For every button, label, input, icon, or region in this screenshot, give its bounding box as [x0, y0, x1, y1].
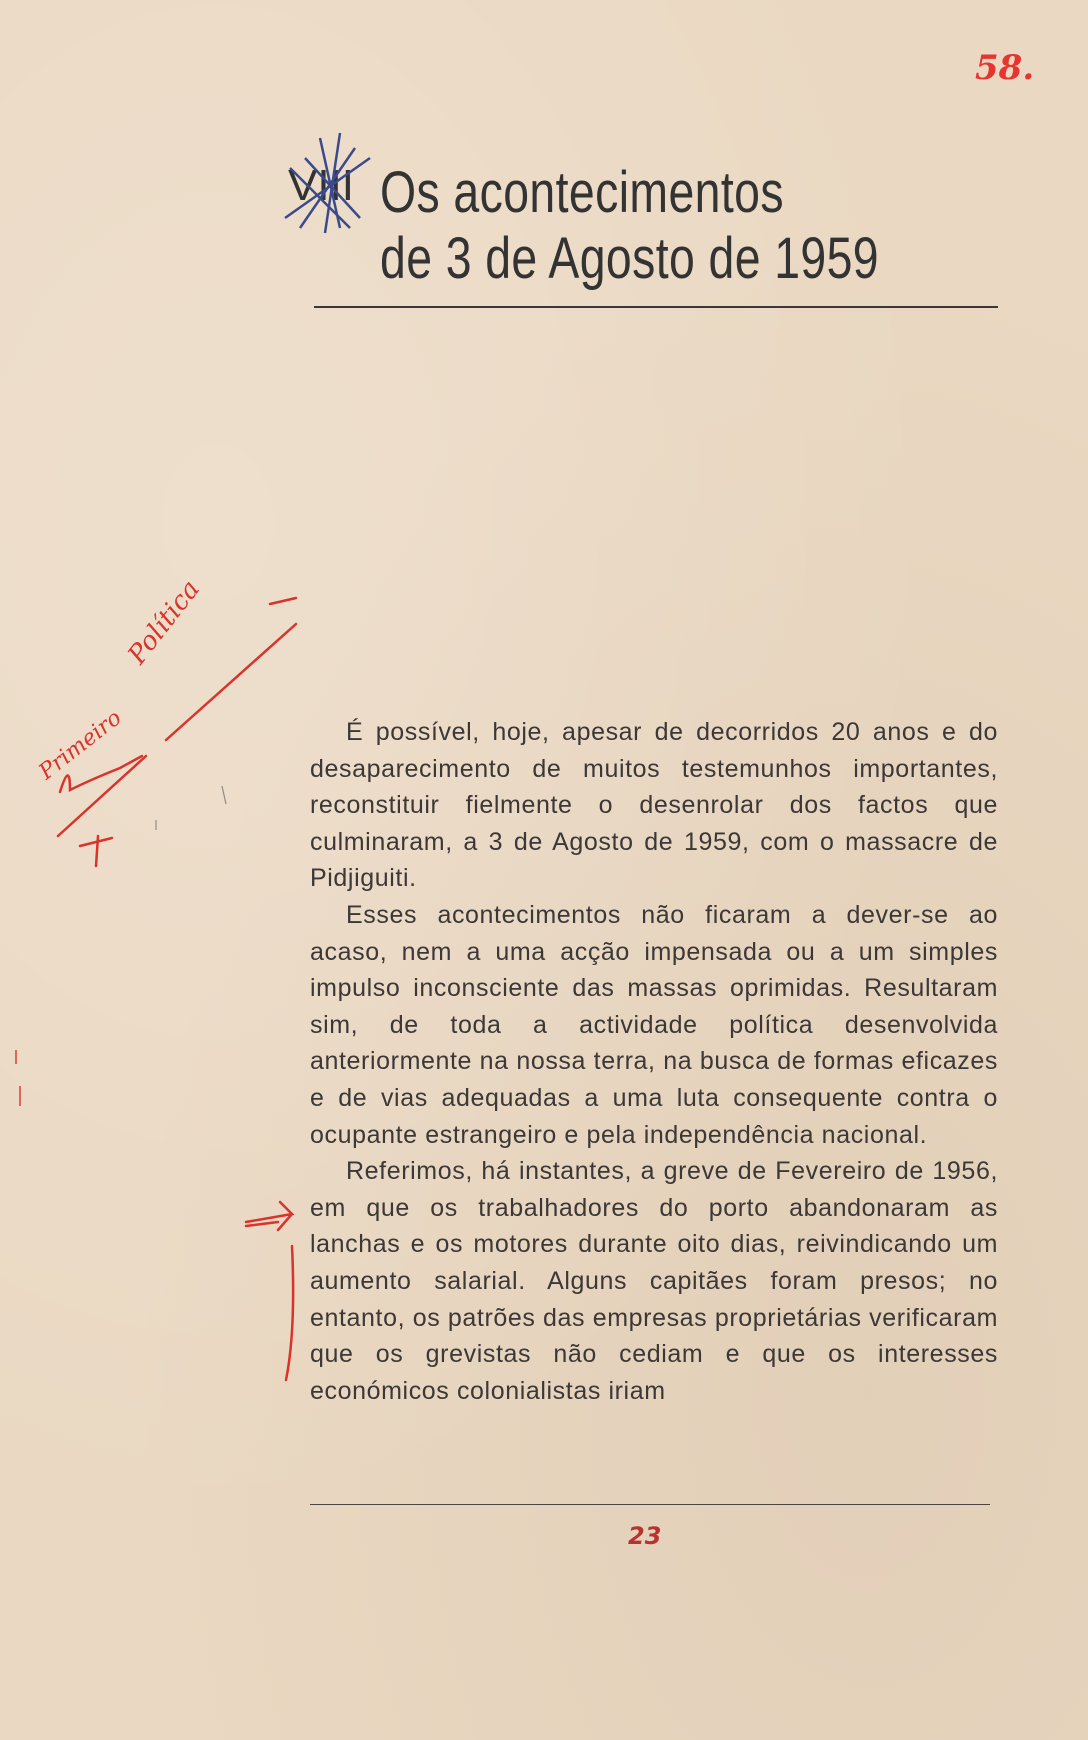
- chapter-title: [380, 160, 1004, 292]
- body-text: [310, 714, 998, 1409]
- margin-note-politica: Política: [122, 574, 207, 670]
- margin-slash-1: [166, 624, 296, 740]
- margin-bracket: [286, 1246, 293, 1380]
- chapter-numeral: VIII: [288, 161, 355, 210]
- paragraph-2: Esses acontecimentos não ficaram a dever-se ao acaso, nem a uma acção impensada ou a um simples impulso inconsciente das massas oprimidas. Resultaram sim, de toda a actividade política desenvolvida anteriormente na nossa terra, na busca de formas eficazes e de vias adequadas a uma luta consequente contra o ocupante estrangeiro e pela independência nacional.: [310, 900, 998, 1149]
- margin-arrow-tail: [246, 1222, 278, 1226]
- crossed-chapter-numeral: [280, 128, 380, 236]
- title-line-1: Os acontecimentos: [380, 160, 784, 225]
- handwritten-page-number: 58.: [975, 48, 1035, 88]
- paragraph-1: É possível, hoje, apesar de decorridos 20 anos e do desaparecimento de muitos testemunhos importantes, reconstituir fielmente o desenrolar dos factos que culminaram, a 3 de Agosto de 1959, com o massacre de Pidjiguiti.: [310, 718, 998, 893]
- paragraph-3: Referimos, há instantes, a greve de Fevereiro de 1956, em que os trabalhadores do porto abandonaram as lanchas e os motores durante oito dias, reivindicando um aumento salarial. Alguns capitães foram presos; no entanto, os patrões das empresas proprietárias verificaram que os grevistas não cediam e que os interesses económicos colonialistas iriam: [310, 1157, 998, 1405]
- title-line-2: de 3 de Agosto de 1959: [380, 226, 880, 291]
- margin-arrow: [246, 1202, 292, 1230]
- title-underline: [314, 306, 998, 308]
- margin-mark-b: [96, 836, 98, 866]
- margin-mark-a: [80, 838, 112, 846]
- margin-tick: [270, 598, 296, 604]
- footer-rule: [310, 1504, 990, 1505]
- margin-note-primeiro: Primeiro: [34, 705, 127, 785]
- page-number: 23: [628, 1522, 662, 1550]
